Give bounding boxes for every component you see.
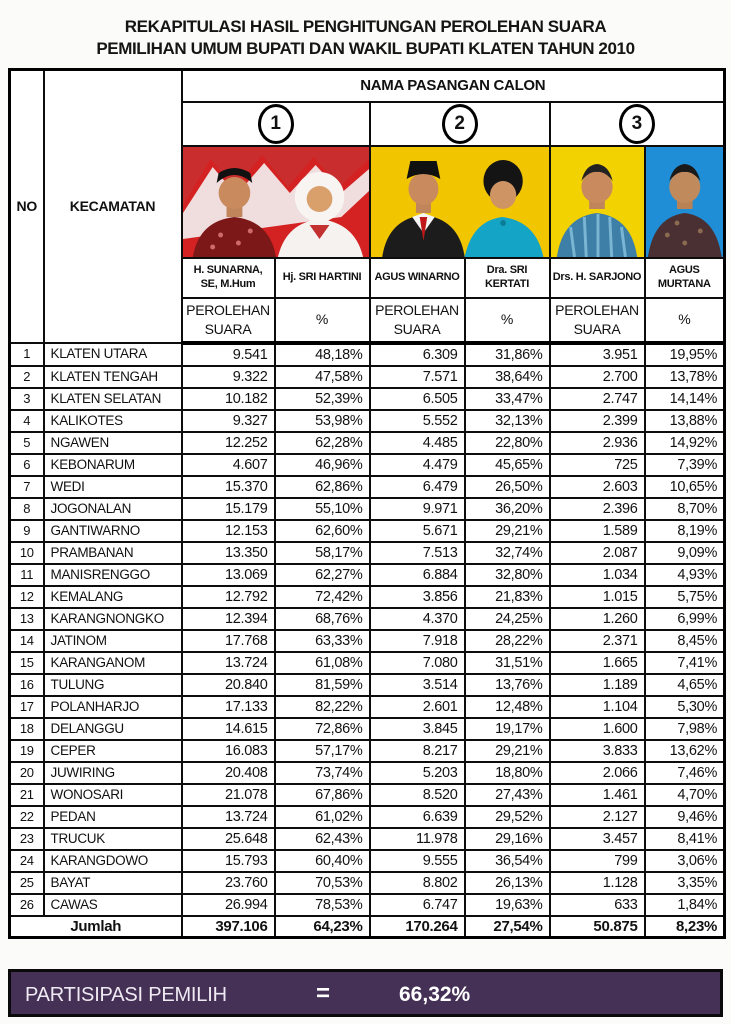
header-kecamatan: KECAMATAN <box>44 70 182 343</box>
candidate-name-2: Hj. SRI HARTINI <box>275 258 370 298</box>
vote-value: 72,42% <box>275 586 370 608</box>
vote-value: 3.833 <box>550 740 645 762</box>
vote-value: 78,53% <box>275 894 370 916</box>
vote-value: 2.601 <box>370 696 465 718</box>
vote-value: 3,06% <box>645 850 725 872</box>
vote-value: 7,46% <box>645 762 725 784</box>
kecamatan-name: KEMALANG <box>44 586 182 608</box>
candidate-3a-photo <box>551 147 644 257</box>
table-row <box>10 520 725 542</box>
row-number: 2 <box>10 366 44 388</box>
table-row <box>10 608 725 630</box>
row-number: 12 <box>10 586 44 608</box>
vote-value: 15.370 <box>182 476 275 498</box>
vote-value: 17.768 <box>182 630 275 652</box>
document-title <box>0 0 731 60</box>
candidate-name-5: Drs. H. SARJONO <box>550 258 645 298</box>
pair-1-number-circle: 1 <box>258 104 294 144</box>
pair-1-number-cell <box>182 102 370 146</box>
vote-value: 33,47% <box>465 388 550 410</box>
kecamatan-name: KARANGANOM <box>44 652 182 674</box>
vote-value: 1.034 <box>550 564 645 586</box>
kecamatan-name: KALIKOTES <box>44 410 182 432</box>
vote-value: 5.552 <box>370 410 465 432</box>
candidate-3b-photo-cell <box>645 146 725 258</box>
table-row <box>10 828 725 850</box>
vote-value: 9,09% <box>645 542 725 564</box>
vote-value: 8.802 <box>370 872 465 894</box>
vote-value: 2.127 <box>550 806 645 828</box>
vote-value: 799 <box>550 850 645 872</box>
metric-pct-2: % <box>465 298 550 343</box>
pair-3-number-circle: 3 <box>619 104 655 144</box>
candidate-name-1: H. SUNARNA, SE, M.Hum <box>182 258 275 298</box>
vote-value: 14,92% <box>645 432 725 454</box>
vote-value: 19,63% <box>465 894 550 916</box>
vote-value: 7,39% <box>645 454 725 476</box>
vote-value: 14,14% <box>645 388 725 410</box>
row-number: 21 <box>10 784 44 806</box>
vote-value: 13.724 <box>182 652 275 674</box>
kecamatan-name: GANTIWARNO <box>44 520 182 542</box>
vote-value: 67,86% <box>275 784 370 806</box>
candidate-name-4: Dra. SRI KERTATI <box>465 258 550 298</box>
row-number: 9 <box>10 520 44 542</box>
vote-value: 53,98% <box>275 410 370 432</box>
vote-value: 5.203 <box>370 762 465 784</box>
vote-value: 1.104 <box>550 696 645 718</box>
row-number: 20 <box>10 762 44 784</box>
vote-value: 8,19% <box>645 520 725 542</box>
row-number: 7 <box>10 476 44 498</box>
row-number: 11 <box>10 564 44 586</box>
vote-value: 55,10% <box>275 498 370 520</box>
vote-value: 6.479 <box>370 476 465 498</box>
vote-recap-table <box>8 68 726 939</box>
vote-value: 46,96% <box>275 454 370 476</box>
row-number: 14 <box>10 630 44 652</box>
vote-value: 29,16% <box>465 828 550 850</box>
vote-value: 72,86% <box>275 718 370 740</box>
vote-value: 45,65% <box>465 454 550 476</box>
kecamatan-name: WEDI <box>44 476 182 498</box>
vote-value: 2.396 <box>550 498 645 520</box>
vote-value: 32,80% <box>465 564 550 586</box>
vote-value: 82,22% <box>275 696 370 718</box>
vote-value: 21,83% <box>465 586 550 608</box>
candidate-pair-1-photo <box>183 147 369 257</box>
table-row <box>10 542 725 564</box>
table-row <box>10 476 725 498</box>
vote-value: 9.322 <box>182 366 275 388</box>
vote-value: 1.260 <box>550 608 645 630</box>
vote-value: 3.856 <box>370 586 465 608</box>
vote-value: 2.087 <box>550 542 645 564</box>
vote-value: 633 <box>550 894 645 916</box>
kecamatan-name: KLATEN UTARA <box>44 343 182 366</box>
vote-value: 3,35% <box>645 872 725 894</box>
kecamatan-name: NGAWEN <box>44 432 182 454</box>
vote-value: 29,21% <box>465 740 550 762</box>
row-number: 24 <box>10 850 44 872</box>
header-nama-pasangan-calon: NAMA PASANGAN CALON <box>182 70 725 102</box>
table-row <box>10 806 725 828</box>
table-row <box>10 674 725 696</box>
table-row <box>10 784 725 806</box>
table-row <box>10 410 725 432</box>
vote-value: 1.015 <box>550 586 645 608</box>
vote-value: 62,86% <box>275 476 370 498</box>
kecamatan-name: DELANGGU <box>44 718 182 740</box>
vote-value: 31,86% <box>465 343 550 366</box>
vote-value: 8,41% <box>645 828 725 850</box>
vote-value: 36,54% <box>465 850 550 872</box>
vote-value: 73,74% <box>275 762 370 784</box>
vote-value: 7,98% <box>645 718 725 740</box>
vote-value: 57,17% <box>275 740 370 762</box>
row-number: 4 <box>10 410 44 432</box>
vote-value: 17.133 <box>182 696 275 718</box>
vote-value: 4,65% <box>645 674 725 696</box>
table-row <box>10 894 725 916</box>
table-row <box>10 388 725 410</box>
header-row-top <box>10 70 725 102</box>
vote-value: 19,95% <box>645 343 725 366</box>
vote-value: 4.370 <box>370 608 465 630</box>
kecamatan-name: POLANHARJO <box>44 696 182 718</box>
metric-suara-3: PEROLEHAN SUARA <box>550 298 645 343</box>
vote-value: 5.671 <box>370 520 465 542</box>
kecamatan-name: JATINOM <box>44 630 182 652</box>
vote-value: 2.700 <box>550 366 645 388</box>
total-value: 64,23% <box>275 916 370 938</box>
vote-value: 1.461 <box>550 784 645 806</box>
kecamatan-name: TRUCUK <box>44 828 182 850</box>
metric-suara-2: PEROLEHAN SUARA <box>370 298 465 343</box>
row-number: 22 <box>10 806 44 828</box>
table-row <box>10 630 725 652</box>
total-value: 27,54% <box>465 916 550 938</box>
vote-value: 47,58% <box>275 366 370 388</box>
metric-suara-1: PEROLEHAN SUARA <box>182 298 275 343</box>
table-row <box>10 432 725 454</box>
vote-value: 63,33% <box>275 630 370 652</box>
vote-value: 2.747 <box>550 388 645 410</box>
vote-value: 21.078 <box>182 784 275 806</box>
vote-value: 9.971 <box>370 498 465 520</box>
vote-value: 8.217 <box>370 740 465 762</box>
vote-value: 62,60% <box>275 520 370 542</box>
row-number: 1 <box>10 343 44 366</box>
total-value: 397.106 <box>182 916 275 938</box>
vote-value: 22,80% <box>465 432 550 454</box>
vote-value: 14.615 <box>182 718 275 740</box>
vote-value: 13,62% <box>645 740 725 762</box>
vote-value: 31,51% <box>465 652 550 674</box>
vote-value: 24,25% <box>465 608 550 630</box>
candidate-name-6: AGUS MURTANA <box>645 258 725 298</box>
vote-value: 29,21% <box>465 520 550 542</box>
row-number: 23 <box>10 828 44 850</box>
row-number: 16 <box>10 674 44 696</box>
vote-value: 32,74% <box>465 542 550 564</box>
vote-value: 11.978 <box>370 828 465 850</box>
vote-value: 7.571 <box>370 366 465 388</box>
candidate-name-3: AGUS WINARNO <box>370 258 465 298</box>
vote-value: 60,40% <box>275 850 370 872</box>
table-row <box>10 696 725 718</box>
vote-value: 4,70% <box>645 784 725 806</box>
vote-value: 36,20% <box>465 498 550 520</box>
kecamatan-name: TULUNG <box>44 674 182 696</box>
kecamatan-name: BAYAT <box>44 872 182 894</box>
pair-1-photo-cell <box>182 146 370 258</box>
vote-value: 2.371 <box>550 630 645 652</box>
vote-value: 13.724 <box>182 806 275 828</box>
vote-value: 68,76% <box>275 608 370 630</box>
vote-value: 12.394 <box>182 608 275 630</box>
vote-value: 12,48% <box>465 696 550 718</box>
vote-value: 13,88% <box>645 410 725 432</box>
row-number: 17 <box>10 696 44 718</box>
metric-pct-3: % <box>645 298 725 343</box>
vote-value: 32,13% <box>465 410 550 432</box>
vote-value: 10.182 <box>182 388 275 410</box>
vote-value: 26,50% <box>465 476 550 498</box>
vote-value: 7,41% <box>645 652 725 674</box>
vote-value: 7.080 <box>370 652 465 674</box>
vote-value: 6.884 <box>370 564 465 586</box>
vote-value: 15.179 <box>182 498 275 520</box>
vote-value: 81,59% <box>275 674 370 696</box>
kecamatan-name: KLATEN TENGAH <box>44 366 182 388</box>
table-row <box>10 454 725 476</box>
vote-value: 10,65% <box>645 476 725 498</box>
table-row <box>10 762 725 784</box>
vote-value: 725 <box>550 454 645 476</box>
row-number: 18 <box>10 718 44 740</box>
vote-value: 19,17% <box>465 718 550 740</box>
vote-value: 20.408 <box>182 762 275 784</box>
pair-2-photo-cell <box>370 146 550 258</box>
row-number: 10 <box>10 542 44 564</box>
vote-value: 5,75% <box>645 586 725 608</box>
table-row <box>10 740 725 762</box>
participation-value: 66,32% <box>399 983 471 1006</box>
document-title-line1: REKAPITULASI HASIL PENGHITUNGAN PEROLEHAN SUARA <box>124 17 607 36</box>
vote-value: 38,64% <box>465 366 550 388</box>
vote-value: 9.541 <box>182 343 275 366</box>
table-row <box>10 586 725 608</box>
vote-value: 16.083 <box>182 740 275 762</box>
vote-value: 29,52% <box>465 806 550 828</box>
vote-value: 61,08% <box>275 652 370 674</box>
kecamatan-name: JUWIRING <box>44 762 182 784</box>
vote-value: 2.399 <box>550 410 645 432</box>
vote-value: 9,46% <box>645 806 725 828</box>
vote-value: 4.485 <box>370 432 465 454</box>
kecamatan-name: WONOSARI <box>44 784 182 806</box>
vote-value: 2.603 <box>550 476 645 498</box>
kecamatan-name: KARANGDOWO <box>44 850 182 872</box>
candidate-3a-photo-cell <box>550 146 645 258</box>
row-number: 26 <box>10 894 44 916</box>
vote-value: 12.153 <box>182 520 275 542</box>
total-value: 170.264 <box>370 916 465 938</box>
row-number: 13 <box>10 608 44 630</box>
pair-2-number-circle: 2 <box>442 104 478 144</box>
vote-value: 15.793 <box>182 850 275 872</box>
vote-value: 62,27% <box>275 564 370 586</box>
total-row <box>10 916 725 938</box>
vote-value: 8,45% <box>645 630 725 652</box>
kecamatan-name: CEPER <box>44 740 182 762</box>
vote-value: 28,22% <box>465 630 550 652</box>
vote-value: 7.918 <box>370 630 465 652</box>
table-row <box>10 343 725 366</box>
vote-value: 2.066 <box>550 762 645 784</box>
row-number: 5 <box>10 432 44 454</box>
vote-value: 48,18% <box>275 343 370 366</box>
vote-value: 20.840 <box>182 674 275 696</box>
vote-value: 9.555 <box>370 850 465 872</box>
vote-value: 6.747 <box>370 894 465 916</box>
vote-value: 8.520 <box>370 784 465 806</box>
kecamatan-name: KEBONARUM <box>44 454 182 476</box>
vote-value: 62,28% <box>275 432 370 454</box>
table-row <box>10 564 725 586</box>
table-row <box>10 718 725 740</box>
vote-value: 62,43% <box>275 828 370 850</box>
participation-bar <box>8 969 723 1017</box>
vote-value: 7.513 <box>370 542 465 564</box>
table-row <box>10 872 725 894</box>
equals-sign: = <box>316 980 331 1007</box>
vote-value: 61,02% <box>275 806 370 828</box>
vote-value: 5,30% <box>645 696 725 718</box>
vote-value: 26,13% <box>465 872 550 894</box>
vote-value: 4,93% <box>645 564 725 586</box>
vote-value: 9.327 <box>182 410 275 432</box>
vote-value: 1.589 <box>550 520 645 542</box>
kecamatan-name: MANISRENGGO <box>44 564 182 586</box>
vote-value: 6.505 <box>370 388 465 410</box>
vote-value: 18,80% <box>465 762 550 784</box>
table-row <box>10 850 725 872</box>
vote-value: 13,76% <box>465 674 550 696</box>
vote-value: 25.648 <box>182 828 275 850</box>
vote-value: 3.951 <box>550 343 645 366</box>
vote-value: 6.639 <box>370 806 465 828</box>
vote-value: 4.479 <box>370 454 465 476</box>
total-value: 50.875 <box>550 916 645 938</box>
vote-value: 1.189 <box>550 674 645 696</box>
candidate-3b-photo <box>646 147 724 257</box>
participation-label: PARTISIPASI PEMILIH <box>25 984 227 1006</box>
row-number: 19 <box>10 740 44 762</box>
metric-pct-1: % <box>275 298 370 343</box>
vote-value: 58,17% <box>275 542 370 564</box>
vote-value: 8,70% <box>645 498 725 520</box>
kecamatan-name: KLATEN SELATAN <box>44 388 182 410</box>
vote-value: 3.845 <box>370 718 465 740</box>
row-number: 8 <box>10 498 44 520</box>
table-row <box>10 498 725 520</box>
kecamatan-name: PEDAN <box>44 806 182 828</box>
pair-3-number-cell <box>550 102 725 146</box>
vote-value: 6,99% <box>645 608 725 630</box>
vote-value: 3.514 <box>370 674 465 696</box>
vote-value: 2.936 <box>550 432 645 454</box>
vote-value: 12.792 <box>182 586 275 608</box>
vote-value: 27,43% <box>465 784 550 806</box>
row-number: 15 <box>10 652 44 674</box>
kecamatan-name: JOGONALAN <box>44 498 182 520</box>
total-value: 8,23% <box>645 916 725 938</box>
header-no: NO <box>10 70 44 343</box>
table-row <box>10 652 725 674</box>
vote-value: 1.128 <box>550 872 645 894</box>
row-number: 25 <box>10 872 44 894</box>
row-number: 3 <box>10 388 44 410</box>
total-label: Jumlah <box>10 916 182 938</box>
table-row <box>10 366 725 388</box>
vote-value: 13.069 <box>182 564 275 586</box>
vote-value: 1.600 <box>550 718 645 740</box>
row-number: 6 <box>10 454 44 476</box>
vote-value: 12.252 <box>182 432 275 454</box>
vote-value: 13,78% <box>645 366 725 388</box>
vote-value: 13.350 <box>182 542 275 564</box>
pair-2-number-cell <box>370 102 550 146</box>
vote-value: 52,39% <box>275 388 370 410</box>
candidate-pair-2-photo <box>371 147 549 257</box>
vote-value: 23.760 <box>182 872 275 894</box>
vote-value: 3.457 <box>550 828 645 850</box>
kecamatan-name: CAWAS <box>44 894 182 916</box>
vote-value: 26.994 <box>182 894 275 916</box>
vote-value: 4.607 <box>182 454 275 476</box>
vote-value: 70,53% <box>275 872 370 894</box>
vote-value: 1.665 <box>550 652 645 674</box>
table-body <box>10 343 725 916</box>
kecamatan-name: KARANGNONGKO <box>44 608 182 630</box>
kecamatan-name: PRAMBANAN <box>44 542 182 564</box>
vote-value: 6.309 <box>370 343 465 366</box>
document-title-line2: PEMILIHAN UMUM BUPATI DAN WAKIL BUPATI KLATEN TAHUN 2010 <box>96 39 635 58</box>
vote-value: 1,84% <box>645 894 725 916</box>
